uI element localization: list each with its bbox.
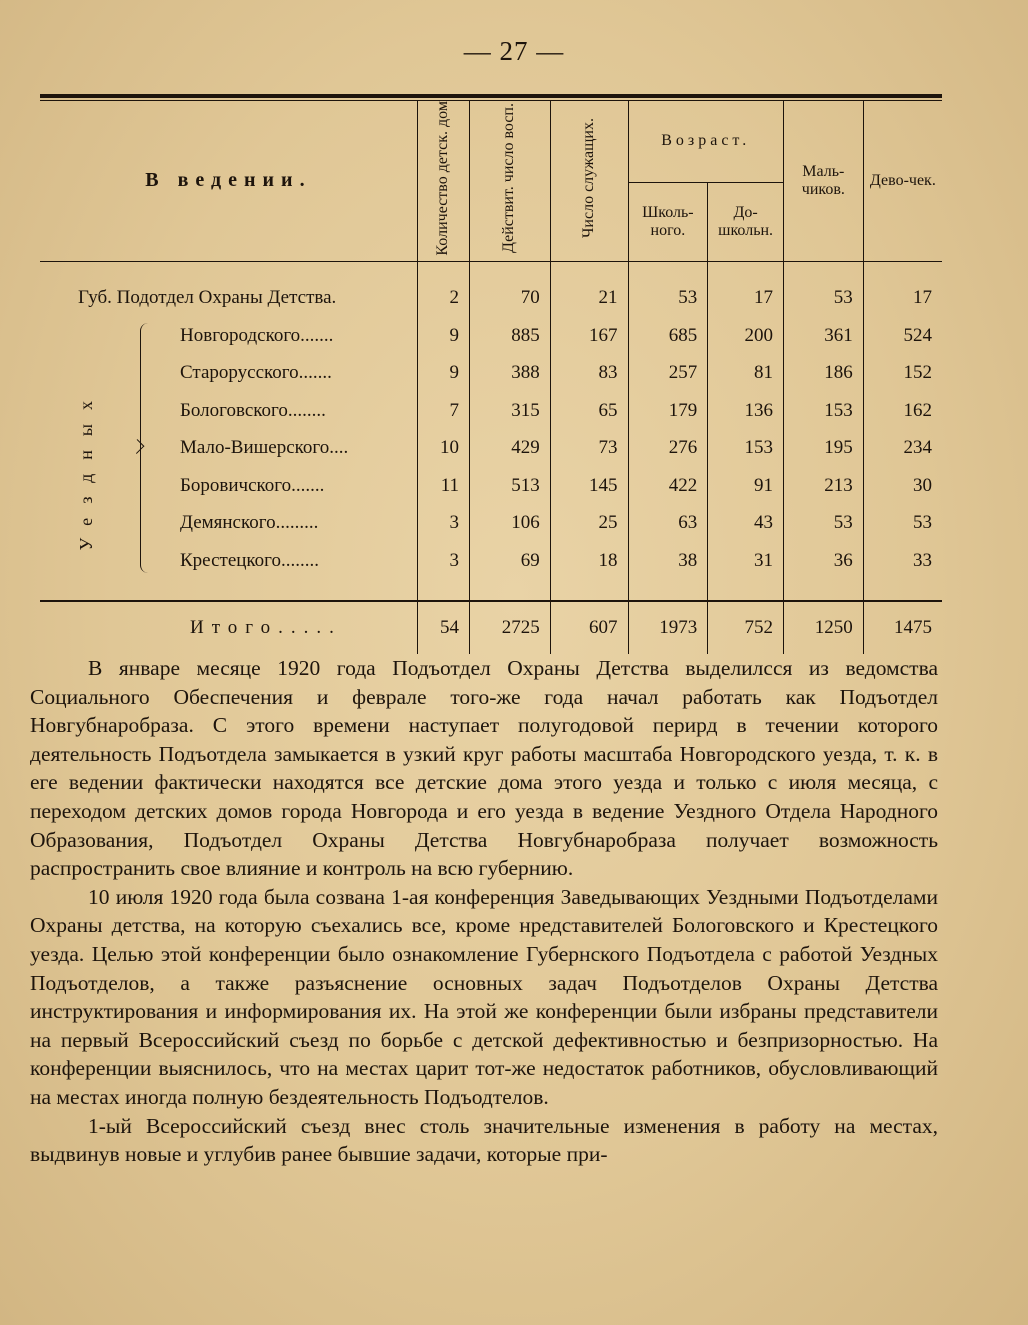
- cell-school: 63: [628, 505, 708, 543]
- total-staff: 607: [550, 601, 628, 654]
- paragraph: В январе месяце 1920 года Подъотдел Охраны Детства выделилсся из ведомства Социального Обеспечения и феврале того-же года начал работать как Подъотдел Новгубнаробраза. С этого времени наступает полугодовой перирд в течении которого деятельность Подъотдела замыкается в узкий круг работы масштаба Новгородского уезда, т. к. в еге ведении фактически находятся все детские дома этого уезда и только с июля месяца, с переходом детских домов города Новгорода и его уезда в ведение Уездного Отдела Народного Образования, Подъотдел Охраны Детства Новгубнаробраза получает возможность распространить свое влияние и контроль на всю губернию.: [30, 656, 938, 881]
- cell-pupils: 315: [470, 392, 551, 430]
- header-school-label: Школь-ного.: [642, 203, 694, 239]
- cell-houses: 7: [417, 392, 469, 430]
- row-name: Демянского.........: [180, 512, 319, 534]
- cell-houses: 2: [417, 280, 469, 318]
- cell-pupils: 69: [470, 542, 551, 580]
- paragraph: 1-ый Всероссийский съезд внес столь значительные изменения в работу на местах, выдвинув новые и углубив ранее бывшие задачи, которые при-: [30, 1113, 938, 1167]
- row-name-cell: [40, 280, 417, 318]
- cell-pupils: 388: [470, 355, 551, 393]
- cell-staff: 21: [550, 280, 628, 318]
- cell-boys: 153: [783, 392, 863, 430]
- total-row: [40, 601, 942, 654]
- cell-girls: 152: [863, 355, 942, 393]
- header-name-label: В ведении.: [145, 169, 312, 192]
- header-houses: [417, 101, 469, 261]
- row-name: Губ. Подотдел Охраны Детства.: [78, 287, 337, 309]
- table-row: [40, 542, 942, 580]
- cell-houses: 3: [417, 505, 469, 543]
- cell-preschool: 17: [708, 280, 784, 318]
- table-row: [40, 317, 942, 355]
- table-spacer-row: [40, 261, 942, 280]
- table-row: [40, 467, 942, 505]
- table-body: [40, 261, 942, 654]
- cell-preschool: 91: [708, 467, 784, 505]
- total-boys: 1250: [783, 601, 863, 654]
- cell-girls: 33: [863, 542, 942, 580]
- cell-boys: 195: [783, 430, 863, 468]
- cell-school: 422: [628, 467, 708, 505]
- cell-girls: 524: [863, 317, 942, 355]
- row-name: Крестецкого........: [180, 549, 320, 571]
- cell-school: 53: [628, 280, 708, 318]
- table-row: [40, 505, 942, 543]
- cell-girls: 234: [863, 430, 942, 468]
- cell-pupils: 429: [470, 430, 551, 468]
- cell-preschool: 136: [708, 392, 784, 430]
- cell-boys: 36: [783, 542, 863, 580]
- cell-preschool: 43: [708, 505, 784, 543]
- row-name: Бологовского........: [180, 399, 326, 421]
- table-row: [40, 355, 942, 393]
- table-row: [40, 392, 942, 430]
- total-school: 1973: [628, 601, 708, 654]
- row-name: Боровичского.......: [180, 474, 325, 496]
- cell-pupils: 70: [470, 280, 551, 318]
- total-label: Итого.....: [190, 616, 342, 638]
- header-girls: [863, 101, 942, 261]
- header-name: [40, 101, 417, 261]
- row-name: Старорусского.......: [180, 362, 332, 384]
- cell-pupils: 885: [470, 317, 551, 355]
- cell-school: 257: [628, 355, 708, 393]
- total-preschool: 752: [708, 601, 784, 654]
- statistics-table-container: [40, 94, 942, 654]
- cell-school: 38: [628, 542, 708, 580]
- cell-staff: 73: [550, 430, 628, 468]
- uezdy-group-label: Уездных: [76, 387, 96, 551]
- cell-boys: 186: [783, 355, 863, 393]
- cell-staff: 83: [550, 355, 628, 393]
- cell-girls: 162: [863, 392, 942, 430]
- cell-houses: 11: [417, 467, 469, 505]
- cell-pupils: 106: [470, 505, 551, 543]
- cell-houses: 9: [417, 317, 469, 355]
- table-row: [40, 280, 942, 318]
- cell-girls: 30: [863, 467, 942, 505]
- header-boys: [783, 101, 863, 261]
- cell-preschool: 31: [708, 542, 784, 580]
- total-girls: 1475: [863, 601, 942, 654]
- cell-boys: 53: [783, 505, 863, 543]
- header-age: [628, 101, 783, 182]
- header-houses-label: Количество детск. дом: [434, 101, 452, 256]
- cell-staff: 25: [550, 505, 628, 543]
- total-separator-row: [40, 580, 942, 601]
- table-row: [40, 430, 942, 468]
- cell-pupils: 513: [470, 467, 551, 505]
- row-name: Новгородского.......: [180, 324, 334, 346]
- cell-school: 276: [628, 430, 708, 468]
- cell-preschool: 81: [708, 355, 784, 393]
- body-text: [30, 654, 938, 1169]
- cell-staff: 145: [550, 467, 628, 505]
- cell-boys: 213: [783, 467, 863, 505]
- header-preschool-label: До-школьн.: [718, 203, 774, 239]
- header-school: [628, 182, 708, 261]
- cell-boys: 361: [783, 317, 863, 355]
- header-staff-label: Число служащих.: [579, 118, 597, 239]
- cell-girls: 17: [863, 280, 942, 318]
- cell-school: 179: [628, 392, 708, 430]
- cell-staff: 65: [550, 392, 628, 430]
- table-header-row-1: [40, 101, 942, 182]
- header-girls-label: Дево-чек.: [869, 171, 936, 189]
- cell-staff: 18: [550, 542, 628, 580]
- header-preschool: [708, 182, 784, 261]
- cell-houses: 3: [417, 542, 469, 580]
- cell-houses: 10: [417, 430, 469, 468]
- total-label-cell: [40, 601, 417, 654]
- cell-boys: 53: [783, 280, 863, 318]
- header-boys-label: Маль-чиков.: [801, 162, 845, 198]
- cell-girls: 53: [863, 505, 942, 543]
- header-pupils: [470, 101, 551, 261]
- cell-staff: 167: [550, 317, 628, 355]
- cell-school: 685: [628, 317, 708, 355]
- header-staff: [550, 101, 628, 261]
- children-homes-table: [40, 101, 942, 654]
- header-age-label: Возраст.: [661, 132, 751, 150]
- cell-preschool: 200: [708, 317, 784, 355]
- paragraph: 10 июля 1920 года была созвана 1-ая конференция Заведывающих Уездными Подъотделами Охраны детства, на которую съехались все, кроме нредставителей Бологовского и Крестецкого уезда. Целью этой конференции было ознакомление Губернского Подъотдела с работой Уездных Подъотделов, а также разъяснение основных задач Подъотделов Охраны Детства инструктирования и информирования их. На этой же конференции были избраны представители на первый Всероссийский съезд по борьбе с детской дефективностью и безпризорностью. На конференции выяснилось, что на местах царит тот-же недостаток работников, обусловливающий на местах иногда полную бездеятельность Подъодтелов.: [30, 884, 938, 1109]
- table-top-rule: [40, 94, 942, 98]
- total-houses: 54: [417, 601, 469, 654]
- page-number: — 27 —: [463, 36, 565, 66]
- header-pupils-label: Действит. число восп.: [500, 103, 518, 254]
- cell-houses: 9: [417, 355, 469, 393]
- total-pupils: 2725: [470, 601, 551, 654]
- cell-preschool: 153: [708, 430, 784, 468]
- row-name: Мало-Вишерского....: [180, 437, 349, 459]
